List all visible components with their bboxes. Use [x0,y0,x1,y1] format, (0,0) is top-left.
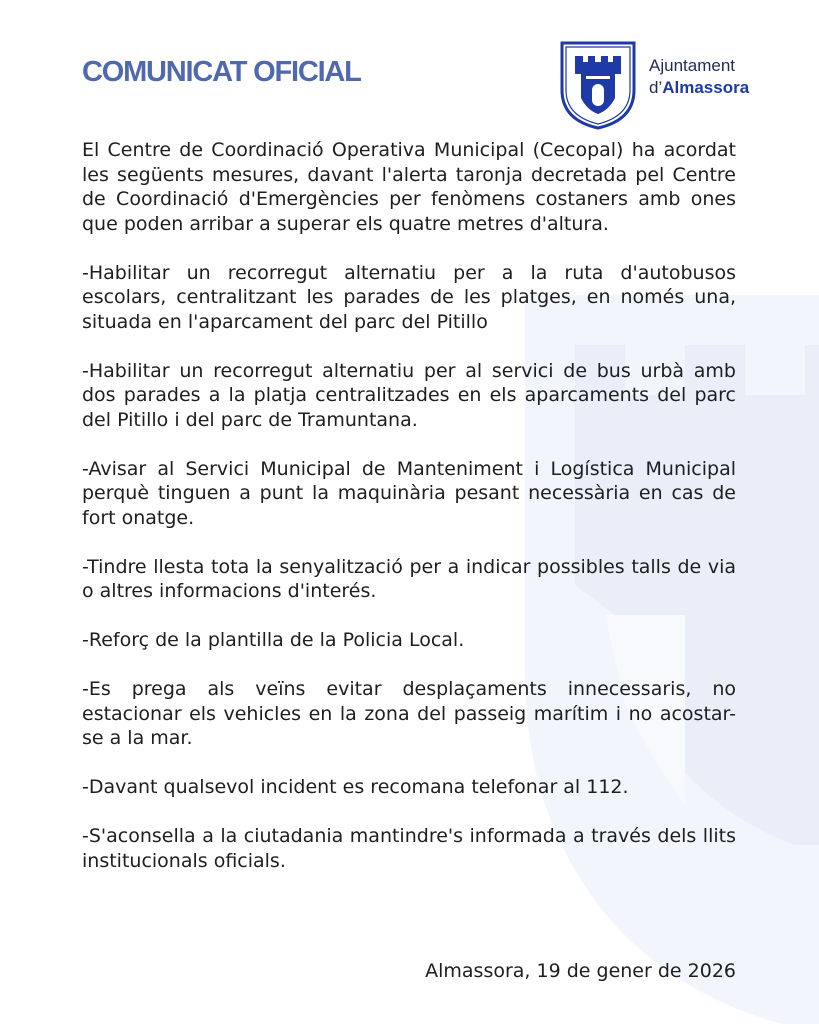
logo-text-ajuntament: Ajuntament [649,56,735,75]
paragraph-measure-maintenance: -Avisar al Servici Municipal de Manteniment i Logística Municipal perquè tinguen a punt la maquinària pesant necessària en cas de fort onatge. [82,457,736,529]
paragraph-intro: El Centre de Coordinació Operativa Municipal (Cecopal) ha acordat les següents mesures, davant l'alerta taronja decretada pel Centre de Coordinació d'Emergències per fenòmens costaners amb ones que poden arribar a superar els quatre metres d'altura. [82,139,736,235]
place-and-date: Almassora, 19 de gener de 2026 [425,960,736,982]
ajuntament-logo [559,40,769,132]
castle-shield-icon [559,40,637,130]
paragraph-measure-signage: -Tindre llesta tota la senyalització per a indicar possibles talls de via o altres informacions d'interés. [82,555,736,602]
paragraph-measure-school-bus: -Habilitar un recorregut alternatiu per a la ruta d'autobusos escolars, centralitzant les parades de les platges, en només una, situada en l'aparcament del parc del Pitillo [82,261,736,333]
page-title: COMUNICAT OFICIAL [82,56,361,88]
paragraph-measure-emergency-number: -Davant qualsevol incident es recomana telefonar al 112. [82,776,629,798]
communique-body [82,138,736,873]
paragraph-measure-information: -S'aconsella a la ciutadania mantindre's informada a través dels llits institucionals oficials. [82,825,736,872]
paragraph-measure-urban-bus: -Habilitar un recorregut alternatiu per al servici de bus urbà amb dos parades a la platja centralitzades en els aparcaments del parc del Pitillo i del parc de Tramuntana. [82,359,736,431]
paragraph-measure-residents: -Es prega als veïns evitar desplaçaments innecessaris, no estacionar els vehicles en la zona del passeig marítim i no acostar-se a la mar. [82,678,736,749]
logo-text-prefix: d’ [649,78,663,97]
paragraph-measure-police: -Reforç de la plantilla de la Policia Local. [82,629,465,651]
logo-text-almassora [649,78,749,98]
logo-text-town: Almassora [662,78,750,97]
